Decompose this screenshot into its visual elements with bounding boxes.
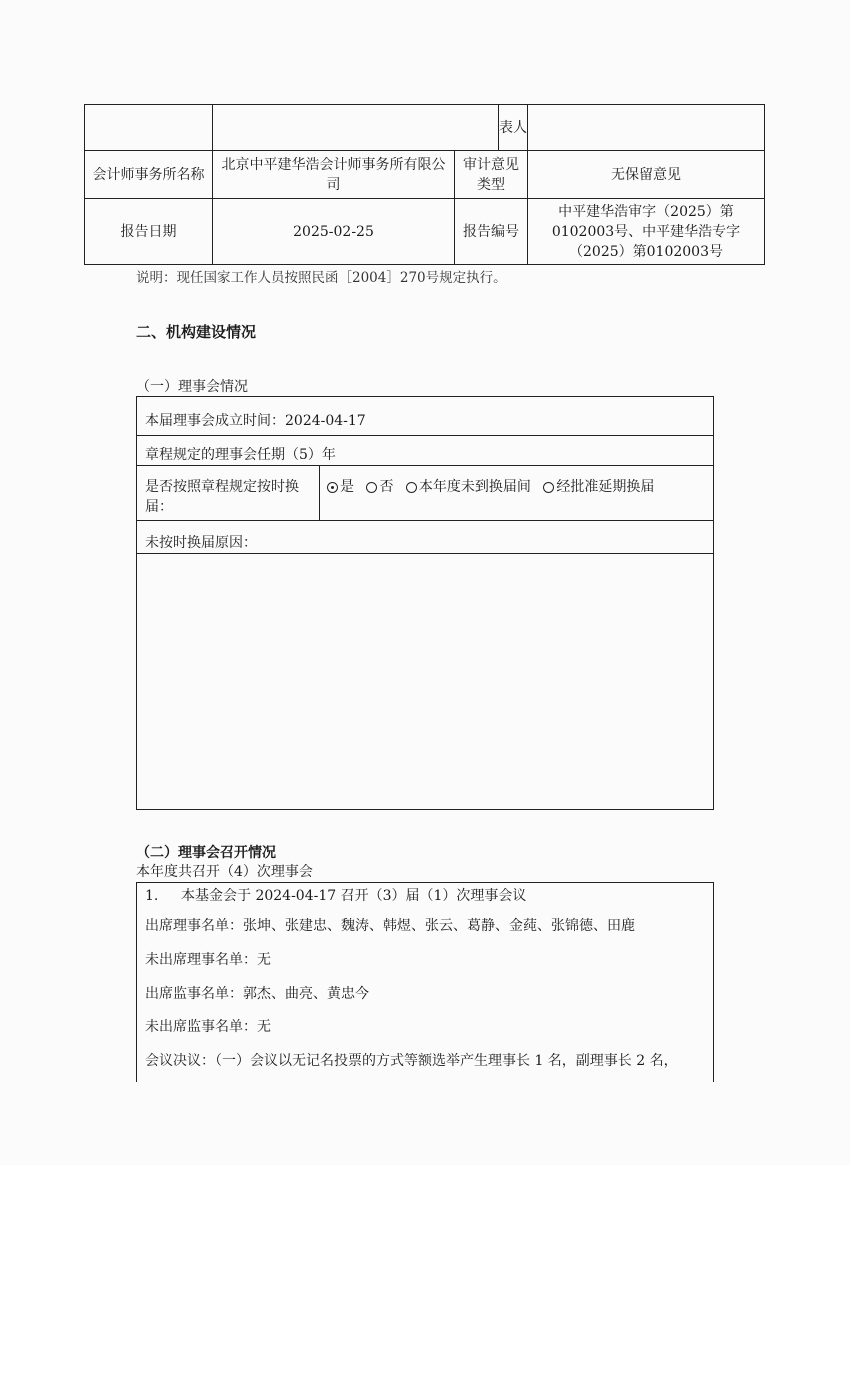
table-row [85, 151, 765, 199]
audit-info-table [84, 104, 765, 265]
on-time-label: 是否按照章程规定按时换届： [145, 479, 299, 515]
empty-cell [85, 105, 213, 151]
legal-rep-cell [213, 105, 528, 151]
absent-directors: 未出席理事名单：无 [145, 952, 271, 968]
radio-empty-icon [543, 482, 554, 493]
radio-empty-icon [406, 482, 417, 493]
divider [137, 435, 713, 436]
radio-label: 否 [379, 479, 394, 495]
radio-label: 是 [340, 479, 354, 495]
board-title: （一）理事会情况 [136, 379, 248, 395]
board-established: 本届理事会成立时间：2024-04-17 [145, 413, 366, 429]
meeting-title: 本基金会于 2024-04-17 召开（3）届（1）次理事会议 [181, 888, 527, 904]
radio-yes[interactable] [327, 477, 354, 497]
board-term: 章程规定的理事会任期（5）年 [145, 447, 336, 463]
note-text: 说明：现任国家工作人员按照民函［2004］270号规定执行。 [136, 270, 507, 286]
opinion-type-value: 无保留意见 [528, 151, 765, 199]
table-row [85, 105, 765, 151]
reason-label: 未按时换届原因： [145, 535, 257, 551]
divider [319, 465, 320, 520]
attended-directors: 出席理事名单：张坤、张建忠、魏涛、韩煜、张云、葛静、金莼、张锦德、田鹿 [145, 918, 635, 934]
section-heading: 二、机构建设情况 [136, 323, 257, 341]
divider [137, 520, 713, 521]
radio-extended[interactable] [543, 477, 654, 497]
meetings-title: （二）理事会召开情况 [136, 845, 276, 861]
radio-label: 本年度未到换届间 [418, 479, 531, 495]
attended-supervisors: 出席监事名单：郭杰、曲亮、黄忠今 [145, 986, 369, 1002]
radio-not-due[interactable] [406, 477, 531, 497]
report-date-label: 报告日期 [85, 199, 213, 265]
meeting-item-box [136, 882, 714, 1082]
report-no-label: 报告编号 [455, 199, 528, 265]
meeting-number: 1. [145, 888, 159, 904]
divider [137, 465, 713, 466]
divider [137, 553, 713, 554]
empty-cell [528, 105, 765, 151]
report-no-value: 中平建华浩审字（2025）第0102003号、中平建华浩专字（2025）第0102003号 [528, 199, 765, 265]
radio-label: 经批准延期换届 [556, 479, 655, 495]
board-table [136, 396, 714, 810]
meetings-count: 本年度共召开（4）次理事会 [136, 864, 313, 880]
opinion-type-label: 审计意见类型 [455, 151, 528, 199]
table-row [85, 199, 765, 265]
meeting-resolution: 会议决议：（一）会议以无记名投票的方式等额选举产生理事长 1 名，副理事长 2 名， [145, 1053, 678, 1069]
absent-supervisors: 未出席监事名单：无 [145, 1019, 271, 1035]
legal-rep-label-fragment: 表人 [498, 105, 527, 150]
firm-name: 北京中平建华浩会计师事务所有限公司 [213, 151, 455, 199]
report-date-value: 2025-02-25 [213, 199, 455, 265]
on-time-options [327, 477, 662, 499]
radio-checked-icon [327, 482, 338, 493]
radio-empty-icon [366, 482, 377, 493]
radio-no[interactable] [366, 477, 393, 497]
firm-label: 会计师事务所名称 [85, 151, 213, 199]
